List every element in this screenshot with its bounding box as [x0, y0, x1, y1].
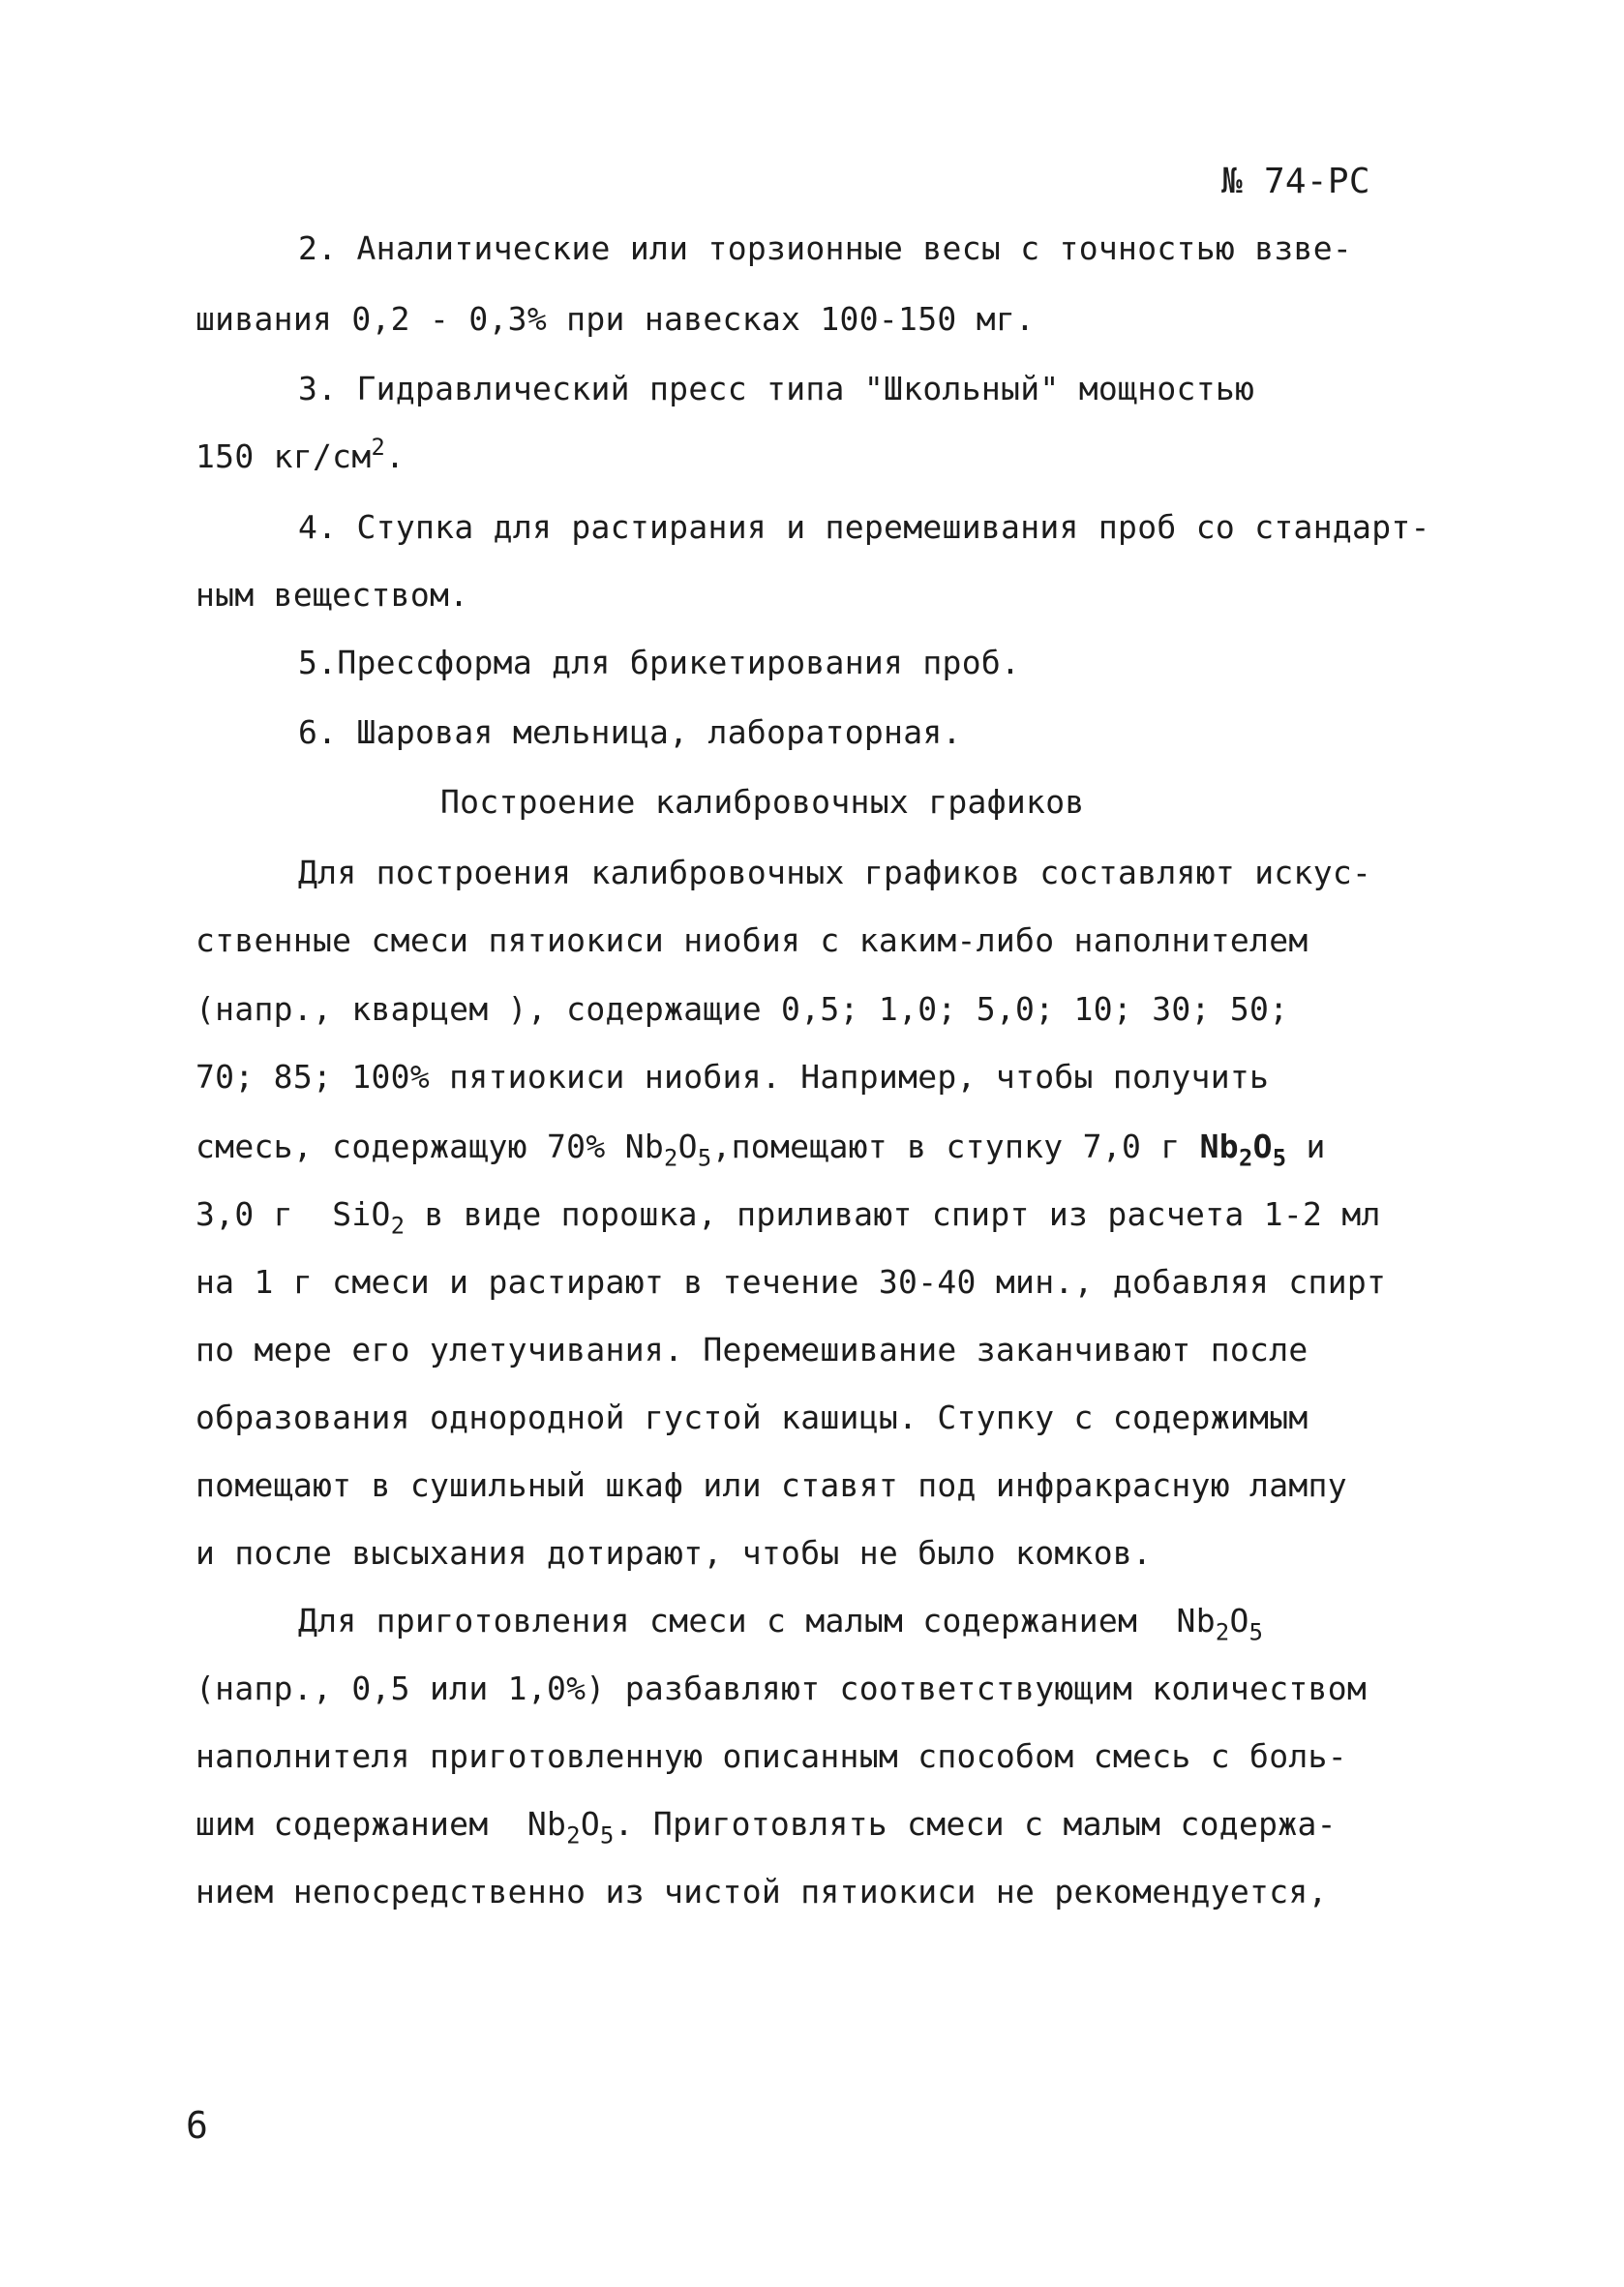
formula-sio2 [332, 1195, 406, 1240]
paragraph-1-line-5 [195, 1128, 1326, 1172]
formula-nb2o5 [624, 1128, 712, 1172]
paragraph-1-line-3: (напр., кварцем ), содержащие 0,5; 1,0; 5,0; 10; 30; 50; [195, 990, 1289, 1028]
formula-nb: Nb [624, 1128, 665, 1165]
equipment-item-3-line-2 [195, 433, 406, 475]
text-segment: Для приготовления смеси с малым содержанием [298, 1602, 1177, 1640]
formula-sub: 2 [566, 1821, 581, 1850]
paragraph-1-line-9: образования однородной густой кашицы. Ступку с содержимым [195, 1399, 1308, 1436]
formula-nb2o5 [526, 1805, 615, 1850]
paragraph-2-line-3: наполнителя приготовленную описанным способом смесь с боль- [195, 1737, 1347, 1775]
text-segment: . Приготовлять смеси с малым содержа- [614, 1805, 1337, 1843]
formula-sub: 2 [1215, 1618, 1230, 1646]
equipment-item-2-line-1: 2. Аналитические или торзионные весы с точностью взве- [298, 229, 1353, 267]
paragraph-1-line-1: Для построения калибровочных графиков составляют искус- [298, 854, 1372, 891]
paragraph-1-line-2: ственные смеси пятиокиси ниобия с каким-либо наполнителем [195, 921, 1308, 959]
equipment-item-3-line-1: 3. Гидравлический пресс типа "Школьный" мощностью [298, 370, 1255, 407]
formula-nb: Nb [526, 1805, 567, 1843]
formula-o: O [677, 1128, 698, 1165]
text-segment: 3,0 г [195, 1195, 333, 1233]
formula-sub: 2 [390, 1212, 406, 1240]
document-number: № 74-РС [1221, 162, 1370, 201]
formula-o: O [580, 1805, 600, 1843]
formula-sio: SiO [332, 1195, 391, 1233]
formula-nb: Nb [1199, 1128, 1239, 1165]
page-number: 6 [186, 2104, 209, 2147]
paragraph-2-line-1 [298, 1602, 1264, 1646]
paragraph-2-line-2: (напр., 0,5 или 1,0%) разбавляют соответствующим количеством [195, 1670, 1368, 1707]
text-segment: в виде порошка, приливают спирт из расчета 1-2 мл [405, 1195, 1381, 1233]
paragraph-2-line-4 [195, 1805, 1337, 1850]
pressure-value: 150 кг/см [195, 437, 372, 475]
formula-o: O [1252, 1128, 1273, 1165]
text-segment: ,помещают в ступку 7,0 г [711, 1128, 1200, 1165]
equipment-item-2-line-2: шивания 0,2 - 0,3% при навесках 100-150 мг. [195, 300, 1036, 338]
text-segment: и [1286, 1128, 1326, 1165]
paragraph-1-line-10: помещают в сушильный шкаф или ставят под инфракрасную лампу [195, 1466, 1347, 1504]
period: . [385, 437, 406, 475]
section-heading: Построение калибровочных графиков [440, 783, 1085, 821]
paragraph-1-line-11: и после высыхания дотирают, чтобы не было комков. [195, 1534, 1153, 1572]
formula-sub: 5 [599, 1821, 615, 1850]
formula-nb: Nb [1176, 1602, 1216, 1640]
formula-o: O [1229, 1602, 1249, 1640]
text-segment: шим содержанием [195, 1805, 527, 1843]
paragraph-1-line-8: по мере его улетучивания. Перемешивание заканчивают после [195, 1331, 1308, 1369]
formula-sub: 2 [1238, 1144, 1253, 1172]
formula-sub: 5 [697, 1144, 712, 1172]
formula-nb2o5 [1199, 1128, 1287, 1172]
formula-sub: 2 [664, 1144, 678, 1172]
paragraph-1-line-6 [195, 1195, 1381, 1240]
equipment-item-4-line-1: 4. Ступка для растирания и перемешивания проб со стандарт- [298, 508, 1430, 546]
equipment-item-6: 6. Шаровая мельница, лабораторная. [298, 713, 962, 751]
text-segment: смесь, содержащую 70% [195, 1128, 625, 1165]
equipment-item-5: 5.Прессформа для брикетирования проб. [298, 644, 1021, 681]
equipment-item-4-line-2: ным веществом. [195, 576, 469, 614]
formula-sub: 5 [1248, 1618, 1264, 1646]
paragraph-1-line-4: 70; 85; 100% пятиокиси ниобия. Например, чтобы получить [195, 1058, 1270, 1096]
formula-sub: 5 [1272, 1144, 1287, 1172]
superscript-2: 2 [371, 433, 386, 461]
paragraph-2-line-5: нием непосредственно из чистой пятиокиси не рекомендуется, [195, 1873, 1328, 1911]
paragraph-1-line-7: на 1 г смеси и растирают в течение 30-40 мин., добавляя спирт [195, 1263, 1387, 1301]
formula-nb2o5 [1176, 1602, 1264, 1646]
